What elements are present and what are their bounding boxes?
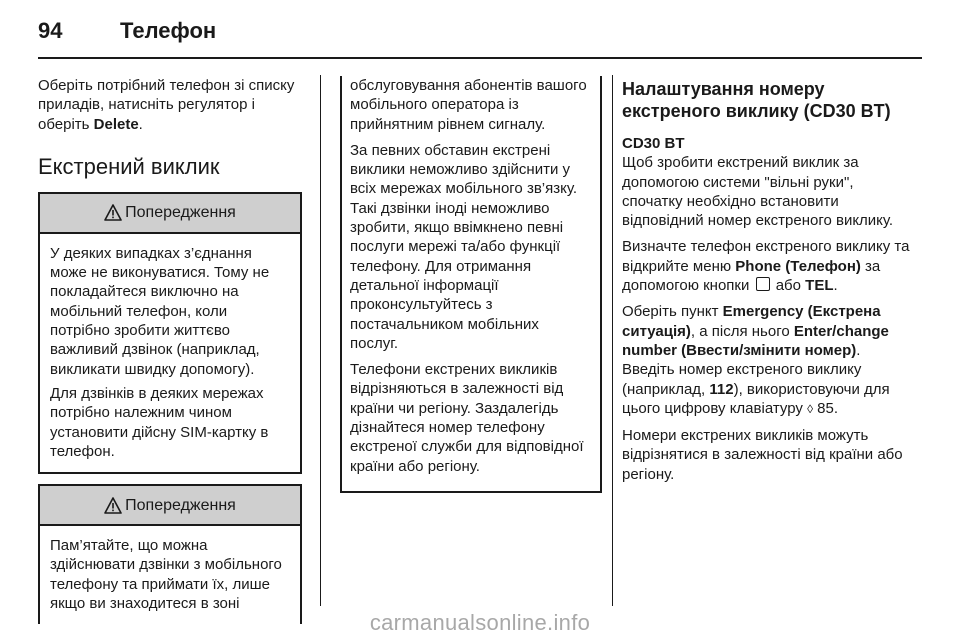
page-reference-icon: ◊ <box>807 401 813 416</box>
tel-keyword: TEL <box>805 277 834 295</box>
warning-header <box>40 194 300 234</box>
phone-menu-keyword: Phone (Телефон) <box>735 257 861 275</box>
phone-button-icon <box>756 277 770 291</box>
page-title: Телефон <box>120 18 217 43</box>
header-divider <box>38 57 922 59</box>
page-reference: 85. <box>813 399 839 417</box>
warning-box-1 <box>38 192 302 474</box>
column-2 <box>340 76 602 493</box>
warning-triangle-icon <box>104 204 122 221</box>
warning-triangle-icon <box>104 497 122 514</box>
warning-header <box>40 486 300 526</box>
warning-text: Телефони екстрених викликів відрізняються в залежності від країни чи регіону. Заздалегідь дізнайтеся номер телефону екстреної служби для відповідної країни або регіону. <box>350 361 584 475</box>
column-divider-1 <box>320 75 321 606</box>
paragraph: Оберіть пункт Emergency (Екстрена ситуація), а після нього Enter/change number (Ввести/змінити номер). Введіть номер екстреного виклику (наприклад, 112), використовуючи для цього цифрову клавіатуру ◊ 85. <box>622 303 890 417</box>
subsection-title: Налаштування номеру екстреного виклику (CD30 BT) <box>622 79 891 121</box>
paragraph: Номери екстрених викликів можуть відрізнятися в залежності від країни або регіону. <box>622 427 903 483</box>
column-divider-2 <box>612 75 613 606</box>
column-3 <box>622 76 912 491</box>
warning-text: Пам’ятайте, що можна здійснювати дзвінки з мобільного телефону та приймати їх, лише якщо ви знаходитеся в зоні <box>50 537 282 613</box>
model-label: CD30 BT <box>622 135 685 152</box>
warning-text: Для дзвінків в деяких мережах потрібно належним чином установити дійсну SIM-картку в телефон. <box>50 384 269 460</box>
warning-text: обслуговування абонентів вашого мобільного оператора із прийнятним рівнем сигналу. <box>350 77 587 133</box>
watermark: carmanualsonline.info <box>369 610 591 635</box>
intro-paragraph: Оберіть потрібний телефон зі списку приладів, натисніть регулятор і оберіть Delete. <box>38 77 295 133</box>
number-112: 112 <box>709 380 734 398</box>
page-header <box>38 14 216 48</box>
page-number: 94 <box>38 18 63 43</box>
warning-text: У деяких випадках з’єднання може не виконуватися. Тому не покладайтеся виключно на мобільний телефон, коли потрібно зробити життєво важливий дзвінок (наприклад, викликати швидку допомогу). <box>50 244 270 378</box>
warning-title: Попередження <box>125 204 236 222</box>
paragraph: Визначте телефон екстреного виклику та відкрийте меню Phone (Телефон) за допомогою кнопки або TEL. <box>622 238 910 295</box>
paragraph: Щоб зробити екстрений виклик за допомогою системи "вільні руки", спочатку необхідно встановити відповідний номер екстреного виклику. <box>622 154 894 230</box>
warning-box-2 <box>38 484 302 624</box>
warning-box-continued <box>340 76 602 493</box>
warning-body <box>40 234 300 472</box>
emergency-keyword: Emergency (Екстрена ситуація) <box>622 303 881 340</box>
delete-keyword: Delete <box>93 115 139 133</box>
column-1 <box>38 76 302 624</box>
warning-title: Попередження <box>125 496 236 514</box>
section-title: Екстрений виклик <box>38 153 220 179</box>
enter-change-keyword: Enter/change number (Ввести/змінити номер) <box>622 322 889 359</box>
warning-text: За певних обставин екстрені виклики неможливо здійснити у всіх мережах мобільного зв’язку. Такі дзвінки іноді неможливо зробити, якщо ввімкнено певні послуги мережі та/або функції телефону. Для отримання детальної інформації проконсультуйтесь з постачальником мобільних послуг. <box>350 141 578 352</box>
